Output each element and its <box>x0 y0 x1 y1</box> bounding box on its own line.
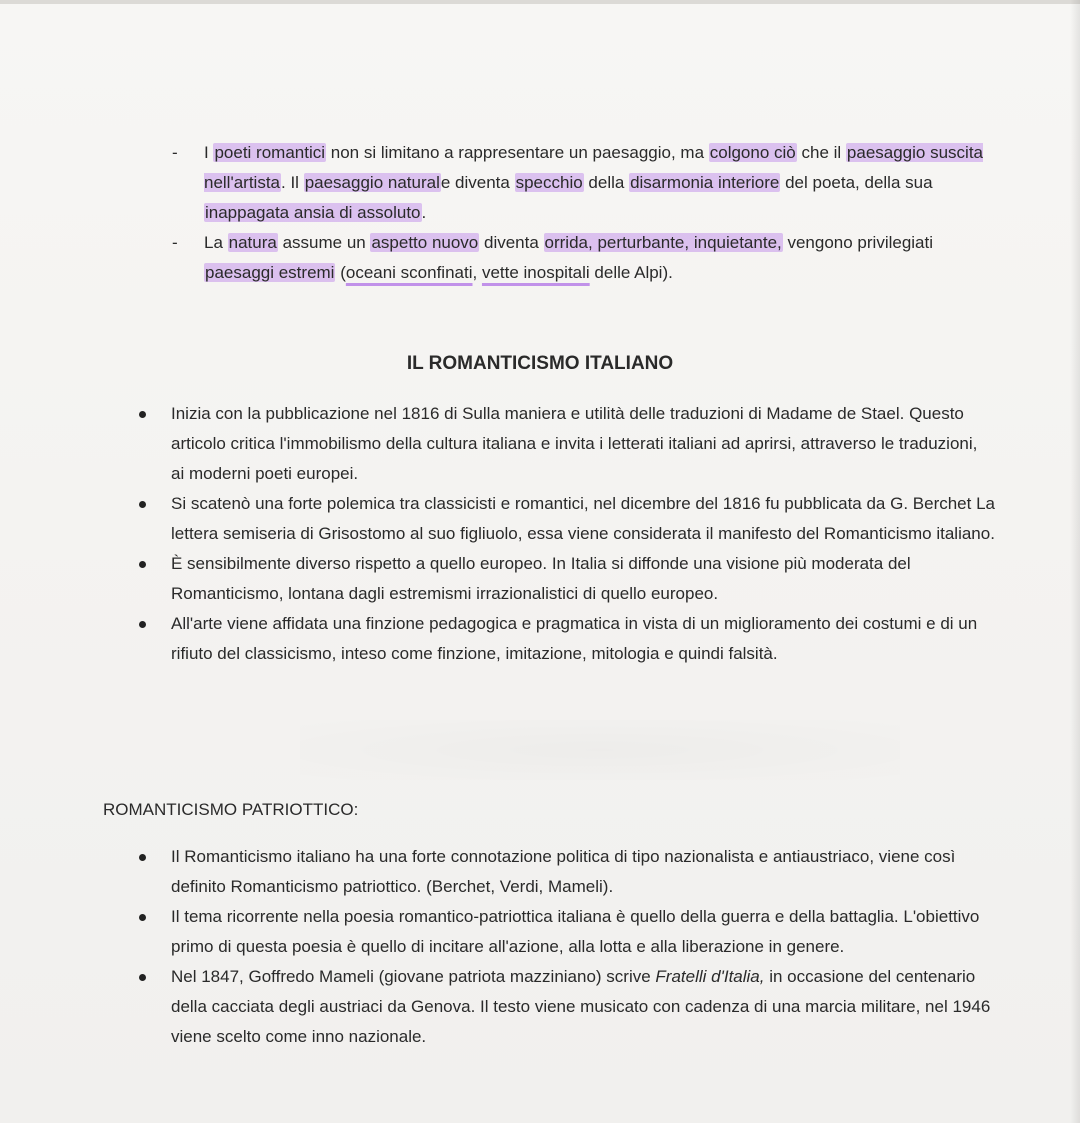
page-right-edge <box>1070 0 1080 1123</box>
section-item-4: All'arte viene affidata una finzione pedagogica e pragmatica in vista di un miglioramento dei costumi e di un rifiuto del classicismo, inteso come finzione, imitazione, mitologia e quindi falsità. <box>135 609 995 669</box>
intro-item-1: - I poeti romantici non si limitano a rappresentare un paesaggio, ma colgono ciò che il paesaggio suscita nell'artista. Il paesaggio naturale diventa specchio della disarmonia interiore del poeta, della sua inappagata ansia di assoluto. <box>172 138 1002 228</box>
patriottico-item-3: Nel 1847, Goffredo Mameli (giovane patriota mazziniano) scrive Fratelli d'Italia, in occasione del centenario della cacciata degli austriaci da Genova. Il testo viene musicato con cadenza di una marcia militare, nel 1946 viene scelto come inno nazionale. <box>135 962 995 1052</box>
page-top-edge <box>0 0 1080 4</box>
section-item-1: Inizia con la pubblicazione nel 1816 di Sulla maniera e utilità delle traduzioni di Madame de Stael. Questo articolo critica l'immobilismo della cultura italiana e invita i letterati italiani ad aprirsi, attraverso le traduzioni, ai moderni poeti europei. <box>135 399 995 489</box>
section-item-2: Si scatenò una forte polemica tra classicisti e romantici, nel dicembre del 1816 fu pubblicata da G. Berchet La lettera semiseria di Grisostomo al suo figliuolo, essa viene considerata il manifesto del Romanticismo italiano. <box>135 489 995 549</box>
patriottico-item-1: Il Romanticismo italiano ha una forte connotazione politica di tipo nazionalista e antiaustriaco, viene così definito Romanticismo patriottico. (Berchet, Verdi, Mameli). <box>135 842 995 902</box>
intro-item-2: - La natura assume un aspetto nuovo diventa orrida, perturbante, inquietante, vengono privilegiati paesaggi estremi (oceani sconfinati, vette inospitali delle Alpi). <box>172 228 1002 288</box>
section-title: IL ROMANTICISMO ITALIANO <box>406 353 674 374</box>
page-shadow <box>300 720 900 780</box>
patriottico-item-2: Il tema ricorrente nella poesia romantico-patriottica italiana è quello della guerra e della battaglia. L'obiettivo primo di questa poesia è quello di incitare all'azione, alla lotta e alla liberazione in genere. <box>135 902 995 962</box>
intro-dash-list <box>172 138 1002 288</box>
patriottico-bullet-list <box>135 842 995 1052</box>
section-item-3: È sensibilmente diverso rispetto a quello europeo. In Italia si diffonde una visione più moderata del Romanticismo, lontana dagli estremismi irrazionalistici di quello europeo. <box>135 549 995 609</box>
section-bullet-list <box>135 399 995 669</box>
patriottico-heading: ROMANTICISMO PATRIOTTICO: <box>103 800 359 819</box>
